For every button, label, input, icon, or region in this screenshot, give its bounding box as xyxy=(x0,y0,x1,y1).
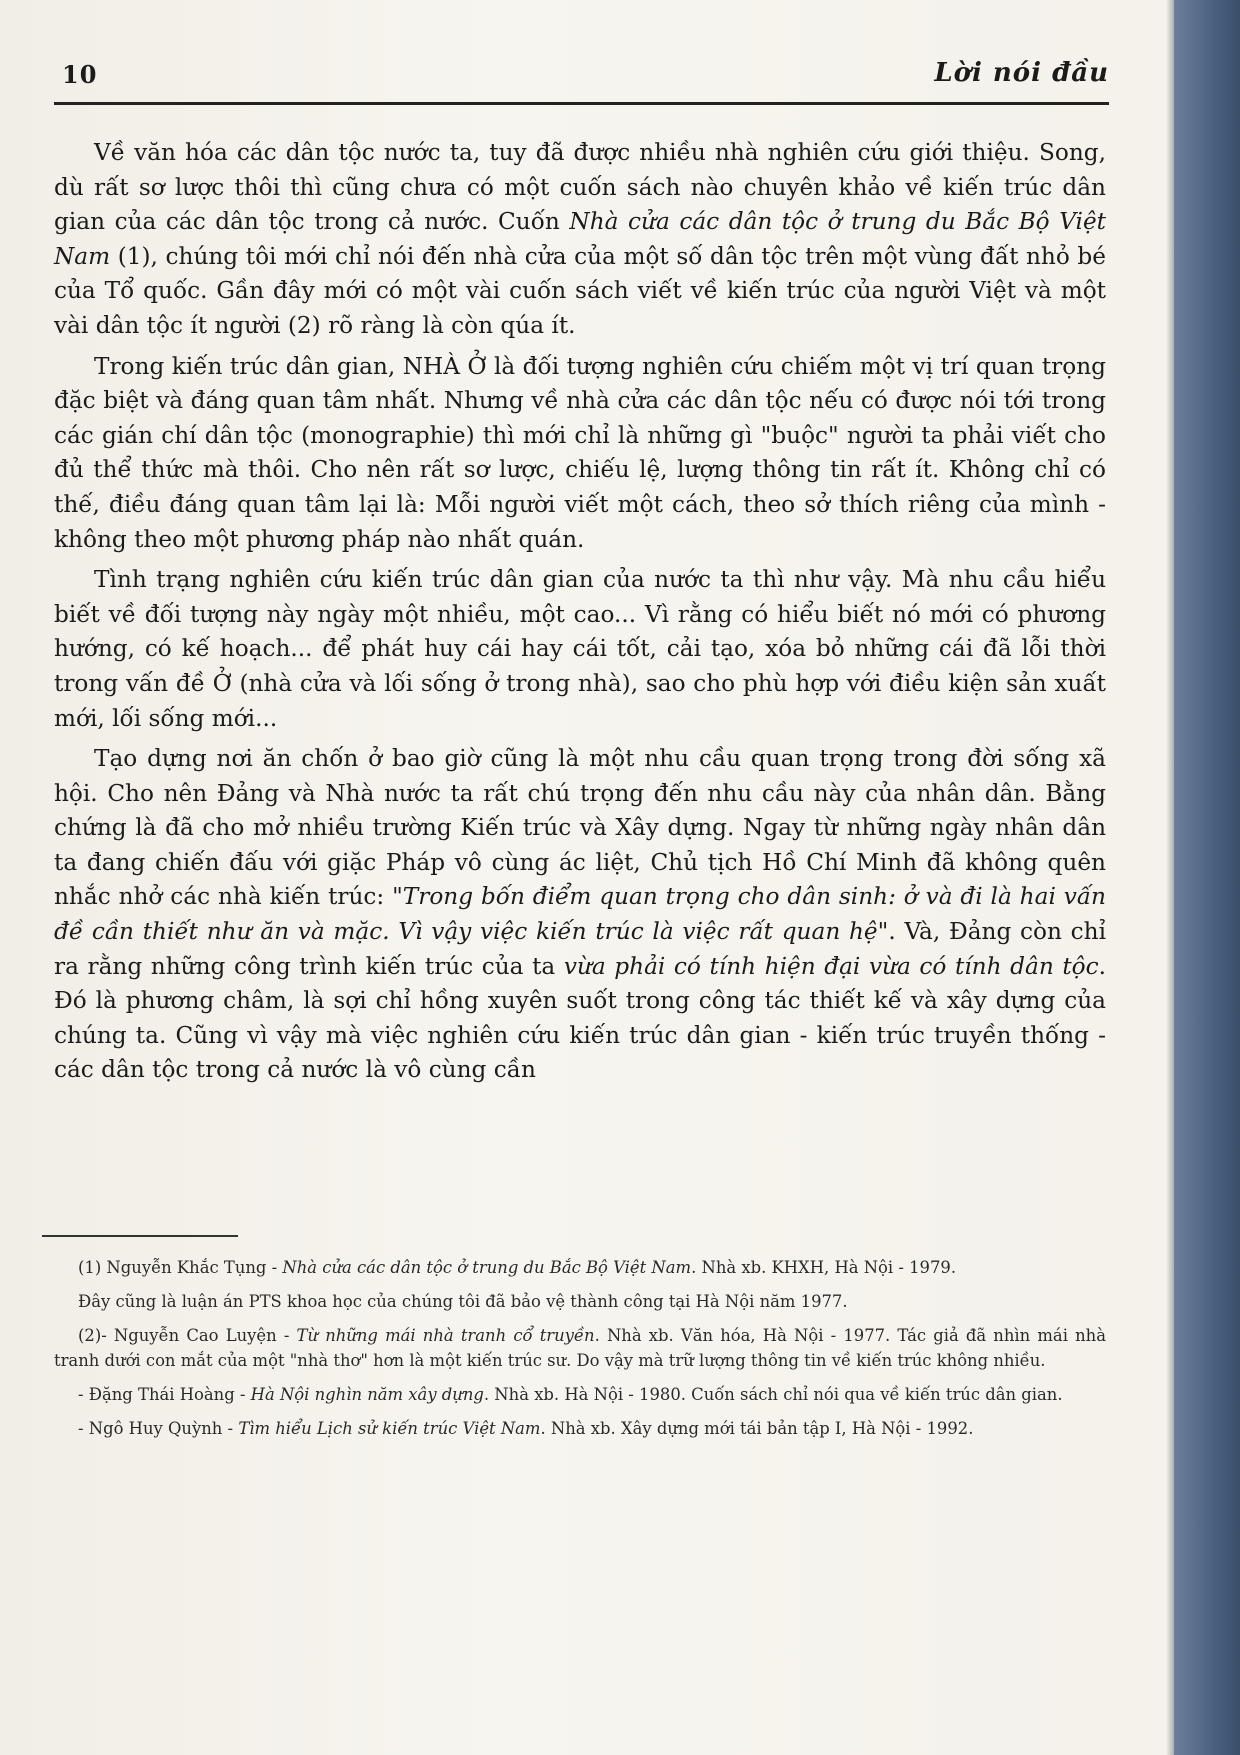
italic-text-run: Nhà cửa các dân tộc ở trung du Bắc Bộ Việt Nam xyxy=(54,208,1106,270)
paragraph xyxy=(54,136,1106,344)
footnote xyxy=(54,1416,1106,1441)
text-run: Tạo dựng nơi ăn chốn ở bao giờ cũng là một nhu cầu quan trọng trong đời sống xã hội. Cho nên Đảng và Nhà nước ta rất chú trọng đến nhu cầu này của nhân dân. Bằng chứng là đã cho mở nhiều trường Kiến trúc và Xây dựng. Ngay từ những ngày nhân dân ta đang chiến đấu với giặc Pháp vô cùng ác liệt, Chủ tịch Hồ Chí Minh đã không quên nhắc nhở các nhà kiến trúc: xyxy=(54,745,1106,911)
italic-text-run: vừa phải có tính hiện đại vừa có tính dân tộc xyxy=(563,952,1099,980)
italic-text-run: Nhà cửa các dân tộc ở trung du Bắc Bộ Việt Nam xyxy=(282,1258,692,1277)
italic-text-run: "Trong bốn điểm quan trọng cho dân sinh: ở và đi là hai vấn đề cần thiết như ăn và mặc. Vì vậy việc kiến trúc là việc rất quan hệ" xyxy=(54,883,1106,946)
text-run: (1) Nguyễn Khắc Tụng - xyxy=(78,1258,283,1277)
paragraph xyxy=(54,742,1106,1088)
text-run: (2)- Nguyễn Cao Luyện - xyxy=(78,1326,297,1345)
text-run: . Nhà xb. Hà Nội - 1980. Cuốn sách chỉ nói qua về kiến trúc dân gian. xyxy=(483,1385,1063,1404)
text-run: - Ngô Huy Quỳnh - xyxy=(78,1419,239,1438)
text-run: . Và, Đảng còn chỉ ra rằng những công trình kiến trúc của ta xyxy=(54,918,1107,980)
italic-text-run: Từ những mái nhà tranh cổ truyền xyxy=(296,1326,595,1345)
text-run: Tình trạng nghiên cứu kiến trúc dân gian của nước ta thì như vậy. Mà nhu cầu hiểu biết về đối tượng này ngày một nhiều, một cao... Vì rằng có hiểu biết nó mới có phương hướng, có kế hoạch... để phát huy cái hay cái tốt, cải tạo, xóa bỏ những cái đã lỗi thời trong vấn đề Ở (nhà cửa và lối sống ở trong nhà), sao cho phù hợp với điều kiện sản xuất mới, lối sống mới... xyxy=(54,566,1106,732)
page-header xyxy=(54,58,1109,98)
text-run: . Nhà xb. KHXH, Hà Nội - 1979. xyxy=(691,1258,957,1277)
text-run: Về văn hóa các dân tộc nước ta, tuy đã được nhiều nhà nghiên cứu giới thiệu. Song, dù rất sơ lược thôi thì cũng chưa có một cuốn sách nào chuyên khảo về kiến trúc dân gian của các dân tộc trong cả nước. Cuốn xyxy=(54,139,1106,236)
italic-text-run: Hà Nội nghìn năm xây dựng xyxy=(250,1385,484,1404)
text-run: (1), chúng tôi mới chỉ nói đến nhà cửa của một số dân tộc trên một vùng đất nhỏ bé của Tổ quốc. Gần đây mới có một vài cuốn sách viết về kiến trúc của người Việt và một vài dân tộc ít người (2) rõ ràng là còn qúa ít. xyxy=(54,242,1106,339)
text-run: Trong kiến trúc dân gian, NHÀ Ở là đối tượng nghiên cứu chiếm một vị trí quan trọng đặc biệt và đáng quan tâm nhất. Nhưng về nhà cửa các dân tộc nếu có được nói tới trong các gián chí dân tộc (monographie) thì mới chỉ là những gì "buộc" người ta phải viết cho đủ thể thức mà thôi. Cho nên rất sơ lược, chiếu lệ, lượng thông tin rất ít. Không chỉ có thế, điều đáng quan tâm lại là: Mỗi người viết một cách, theo sở thích riêng của mình - không theo một phương pháp nào nhất quán. xyxy=(54,352,1106,553)
footnotes xyxy=(54,1255,1106,1450)
paragraph xyxy=(54,350,1106,558)
footnote xyxy=(54,1382,1106,1407)
footnote-rule xyxy=(42,1235,238,1237)
header-rule xyxy=(54,102,1109,105)
footnote xyxy=(54,1289,1106,1314)
paragraph xyxy=(54,563,1106,736)
text-run: . Đó là phương châm, là sợi chỉ hồng xuyên suốt trong công tác thiết kế và xây dựng của chúng ta. Cũng vì vậy mà việc nghiên cứu kiến trúc dân gian - kiến trúc truyền thống - các dân tộc trong cả nước là vô cùng cần xyxy=(54,952,1106,1084)
italic-text-run: Tìm hiểu Lịch sử kiến trúc Việt Nam xyxy=(238,1419,541,1438)
book-spine xyxy=(1174,0,1240,1755)
text-run: . Nhà xb. Văn hóa, Hà Nội - 1977. Tác giả đã nhìn mái nhà tranh dưới con mắt của một "nhà thơ" hơn là một kiến trúc sư. Do vậy mà trữ lượng thông tin về kiến trúc không nhiều. xyxy=(54,1326,1106,1370)
text-run: Đây cũng là luận án PTS khoa học của chúng tôi đã bảo vệ thành công tại Hà Nội năm 1977. xyxy=(78,1292,848,1311)
body-text xyxy=(54,136,1106,1094)
page-number: 10 xyxy=(62,60,98,89)
footnote xyxy=(54,1323,1106,1373)
text-run: - Đặng Thái Hoàng - xyxy=(78,1385,251,1404)
text-run: . Nhà xb. Xây dựng mới tái bản tập I, Hà Nội - 1992. xyxy=(540,1419,974,1438)
running-head: Lời nói đầu xyxy=(934,58,1109,88)
footnote xyxy=(54,1255,1106,1280)
